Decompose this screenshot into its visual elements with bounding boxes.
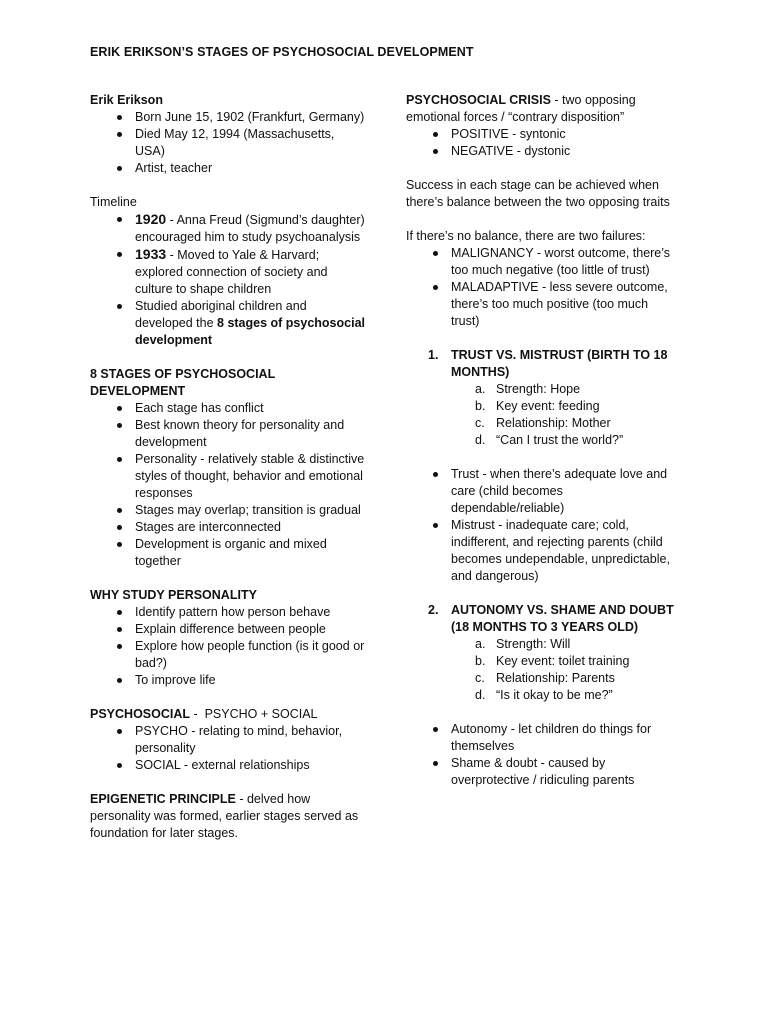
section-stage-1 [406,347,676,449]
section-eight-stages [90,366,365,570]
stage-item [428,602,676,704]
section-psychosocial [90,706,365,774]
timeline-text: - Moved to Yale & Harvard; explored connection of society and culture to shape children [135,248,328,296]
right-column [406,92,676,806]
sub-label: d. [475,433,486,447]
sub-label: a. [475,382,486,396]
list-item: Stages may overlap; transition is gradual [135,502,365,519]
list-item: Stages are interconnected [135,519,365,536]
stage-heading: TRUST VS. MISTRUST (BIRTH TO 18 MONTHS) [451,348,668,379]
sub-item [475,381,676,398]
section-heading: Timeline [90,195,137,209]
sub-text: Key event: feeding [496,399,600,413]
sub-item [475,415,676,432]
list-item: Died May 12, 1994 (Massachusetts, USA) [135,126,365,160]
section-stage-2-notes [406,721,676,789]
timeline-text: Studied aboriginal children and developed the [135,299,307,330]
left-column [90,92,365,859]
list-item: Born June 15, 1902 (Frankfurt, Germany) [135,110,365,124]
section-heading: EPIGENETIC PRINCIPLE [90,792,236,806]
bullet-list [90,109,365,177]
list-item [135,298,365,349]
sub-text: Key event: toilet training [496,654,630,668]
bullet-list [406,721,676,789]
sub-label: c. [475,671,485,685]
section-text: - PSYCHO + SOCIAL [190,707,318,721]
sub-item [475,670,676,687]
section-why-study [90,587,365,689]
sub-item [475,432,676,449]
sub-list [451,381,676,449]
bullet-list [90,604,365,689]
list-item: MALADAPTIVE - less severe outcome, there’s too much positive (too much trust) [451,279,676,330]
sub-text: “Can I trust the world?” [496,433,624,447]
section-text: If there’s no balance, there are two failures: [406,229,646,243]
list-item: NEGATIVE - dystonic [451,143,676,160]
list-item: Mistrust - inadequate care; cold, indifferent, and rejecting parents (child becomes undependable, unpredictable, and dangerous) [451,517,676,585]
stage-item [428,347,676,449]
bullet-list [406,126,676,160]
list-item: Shame & doubt - caused by overprotective / ridiculing parents [451,755,676,789]
stage-number: 2. [428,603,439,617]
list-item: Artist, teacher [135,160,365,177]
list-item: MALIGNANCY - worst outcome, there’s too much negative (too little of trust) [451,245,676,279]
stage-heading: AUTONOMY VS. SHAME AND DOUBT (18 MONTHS TO 3 YEARS OLD) [451,603,674,634]
sub-text: Strength: Will [496,637,571,651]
list-item: Development is organic and mixed together [135,536,365,570]
section-epigenetic [90,791,365,842]
list-item: Explain difference between people [135,621,365,638]
sub-item [475,653,676,670]
section-psychosocial-crisis [406,92,676,160]
list-item: Identify pattern how person behave [135,604,365,621]
list-item: SOCIAL - external relationships [135,757,365,774]
sub-item [475,398,676,415]
section-stage-2 [406,602,676,704]
sub-text: Relationship: Parents [496,671,615,685]
sub-label: a. [475,637,486,651]
section-erik-erikson [90,92,365,177]
list-item: Personality - relatively stable & distinctive styles of thought, behavior and emotional responses [135,452,365,500]
section-heading: 8 STAGES OF PSYCHOSOCIAL DEVELOPMENT [90,367,275,398]
list-item: To improve life [135,672,365,689]
sub-label: b. [475,654,486,668]
list-item [135,246,365,298]
section-heading: PSYCHOSOCIAL [90,707,191,721]
bullet-list [90,211,365,349]
success-paragraph: Success in each stage can be achieved when there’s balance between the two opposing traits [406,178,670,209]
sub-item [475,636,676,653]
sub-label: c. [475,416,485,430]
section-heading: PSYCHOSOCIAL CRISIS [406,93,551,107]
timeline-year: 1933 [135,246,167,262]
section-stage-1-notes [406,466,676,585]
bullet-list [406,466,676,585]
list-item: POSITIVE - syntonic [451,126,676,143]
bullet-list [90,400,365,570]
sub-text: “Is it okay to be me?” [496,688,613,702]
timeline-year: 1920 [135,211,167,227]
section-heading: Erik Erikson [90,93,163,107]
section-failures [406,228,676,330]
section-timeline [90,194,365,349]
list-item: Trust - when there’s adequate love and care (child becomes dependable/reliable) [451,466,676,517]
section-text: - two opposing emotional forces / “contrary disposition” [406,93,636,124]
sub-label: d. [475,688,486,702]
bullet-list [90,723,365,774]
list-item [135,211,365,246]
section-heading: WHY STUDY PERSONALITY [90,588,257,602]
timeline-text: - Anna Freud (Sigmund’s daughter) encouraged him to study psychoanalysis [135,213,365,244]
timeline-bold-text: 8 stages of psychosocial development [135,316,365,347]
section-text: - delved how personality was formed, earlier stages served as foundation for later stages. [90,792,359,840]
sub-item [475,687,676,704]
list-item: Each stage has conflict [135,400,365,417]
stage-number: 1. [428,348,439,362]
numbered-list [406,602,676,704]
sub-text: Strength: Hope [496,382,581,396]
list-item: Explore how people function (is it good or bad?) [135,639,365,670]
list-item: Best known theory for personality and development [135,417,365,451]
bullet-list [406,245,676,330]
list-item: Autonomy - let children do things for themselves [451,721,676,755]
list-item: PSYCHO - relating to mind, behavior, personality [135,723,365,757]
sub-list [451,636,676,704]
document-title: ERIK ERIKSON’S STAGES OF PSYCHOSOCIAL DEVELOPMENT [90,45,474,59]
numbered-list [406,347,676,449]
sub-text: Relationship: Mother [496,416,611,430]
sub-label: b. [475,399,486,413]
